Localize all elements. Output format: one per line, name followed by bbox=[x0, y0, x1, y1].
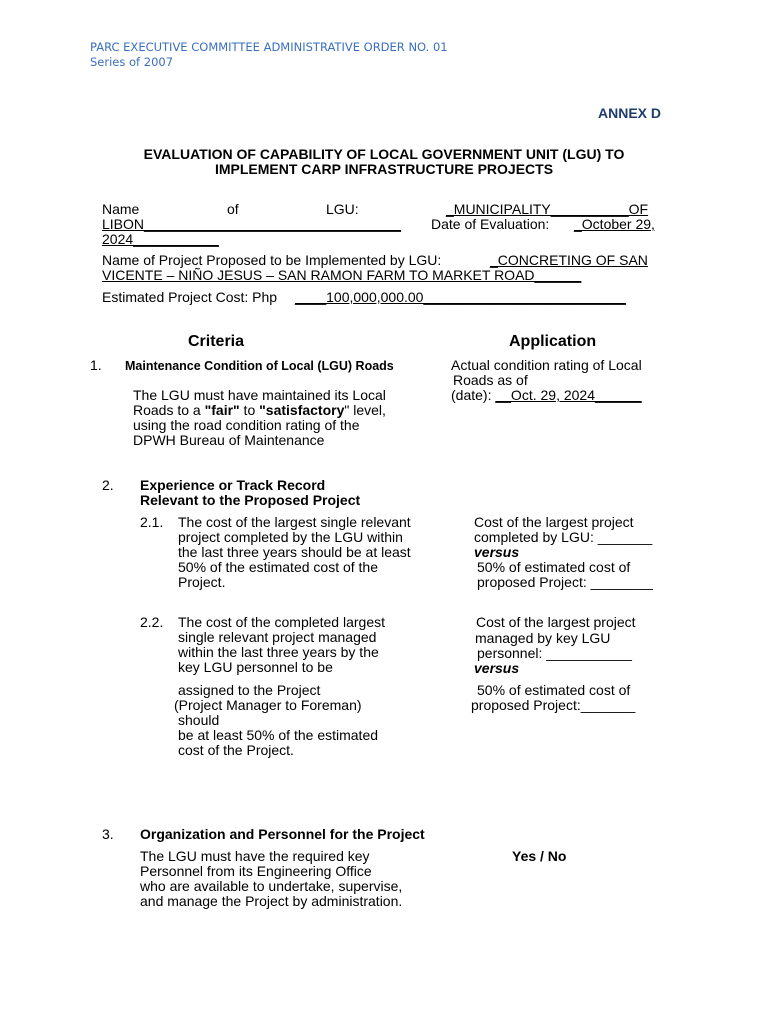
criterion-2-2-text-cont-3: should bbox=[178, 712, 220, 728]
criterion-2-2-text-cont-4: be at least 50% of the estimated bbox=[178, 727, 379, 743]
name-label-lgu: LGU: bbox=[326, 201, 359, 217]
project-name-value-line1: _CONCRETING OF SAN bbox=[490, 252, 648, 268]
criterion-2-2-versus: versus bbox=[474, 660, 520, 676]
criterion-2-2-text-cont-2: (Project Manager to Foreman) bbox=[174, 697, 362, 713]
name-label-of: of bbox=[227, 201, 239, 217]
document-header-series: Series of 2007 bbox=[90, 55, 174, 69]
criteria-column-heading: Criteria bbox=[188, 333, 245, 350]
document-title-line2: IMPLEMENT CARP INFRASTRUCTURE PROJECTS bbox=[214, 161, 554, 177]
date-of-evaluation-label: Date of Evaluation: bbox=[431, 216, 550, 232]
criterion-3-title: Organization and Personnel for the Project bbox=[140, 826, 425, 842]
criterion-3-yes-no: Yes / No bbox=[512, 848, 567, 864]
criterion-1-app-date: (date): __Oct. 29, 2024______ bbox=[451, 387, 642, 403]
project-name-label: Name of Project Proposed to be Implemented by LGU: bbox=[102, 252, 442, 268]
document-title-line1: EVALUATION OF CAPABILITY OF LOCAL GOVERNMENT UNIT (LGU) TO bbox=[143, 146, 625, 162]
criterion-2-2-text-cont-5: cost of the Project. bbox=[178, 742, 294, 758]
application-column-heading: Application bbox=[509, 333, 597, 350]
criterion-2-title-line2: Relevant to the Proposed Project bbox=[140, 492, 361, 508]
criterion-2-2-text-cont-1: assigned to the Project bbox=[178, 682, 321, 698]
name-label-name: Name bbox=[102, 201, 140, 217]
criterion-1-app-line2: Roads as of bbox=[453, 372, 528, 388]
criterion-1-desc-line4: DPWH Bureau of Maintenance bbox=[133, 432, 325, 448]
criterion-2-2-number: 2.2. bbox=[140, 614, 164, 630]
criterion-2-1-app-line3: 50% of estimated cost of bbox=[477, 559, 631, 575]
lgu-name-value-line2: LIBON_________________________________ bbox=[102, 216, 401, 232]
criterion-2-1-app-line1: Cost of the largest project bbox=[474, 514, 634, 530]
annex-label: ANNEX D bbox=[598, 105, 662, 121]
criterion-2-number: 2. bbox=[102, 477, 114, 493]
estimated-cost-label: Estimated Project Cost: Php bbox=[102, 289, 278, 305]
criterion-1-number: 1. bbox=[90, 357, 102, 373]
criterion-2-title-line1: Experience or Track Record bbox=[140, 477, 326, 493]
criterion-2-1-number: 2.1. bbox=[140, 514, 164, 530]
criterion-2-2-app-line1: Cost of the largest project bbox=[476, 614, 636, 630]
criterion-2-2-app-line4: 50% of estimated cost of bbox=[477, 682, 631, 698]
project-name-value-line2: VICENTE – NIÑO JESUS – SAN RAMON FARM TO MARKET ROAD______ bbox=[102, 267, 582, 283]
date-of-evaluation-value-line2: 2024___________ bbox=[102, 231, 219, 247]
criterion-2-1-app-line2: completed by LGU: _______ bbox=[474, 529, 653, 545]
criterion-1-desc-line1: The LGU must have maintained its Local bbox=[133, 387, 386, 403]
lgu-name-value-line1: _MUNICIPALITY__________OF bbox=[446, 201, 649, 217]
criterion-2-2-text: The cost of the completed largest single relevant project managed within the last three years by the key LGU personnel to be bbox=[178, 614, 385, 675]
criterion-2-2-app-line5: proposed Project:_______ bbox=[471, 697, 636, 713]
document-header-order: PARC EXECUTIVE COMMITTEE ADMINISTRATIVE ORDER NO. 01 bbox=[90, 40, 448, 54]
criterion-1-title: Maintenance Condition of Local (LGU) Roads bbox=[125, 359, 394, 373]
date-of-evaluation-value-line1: _October 29, bbox=[574, 216, 655, 232]
criterion-1-app-line1: Actual condition rating of Local bbox=[451, 357, 642, 373]
criterion-2-1-app-line4: proposed Project: ________ bbox=[477, 574, 653, 590]
criterion-2-1-text: The cost of the largest single relevant project completed by the LGU within the last three years should be at least 50% of the estimated cost of the Project. bbox=[178, 514, 411, 590]
criterion-1-desc-line2: Roads to a "fair" to "satisfactory" level, bbox=[133, 402, 386, 418]
criterion-2-2-app-line2: managed by key LGU bbox=[475, 630, 611, 646]
criterion-2-1-versus: versus bbox=[474, 544, 520, 560]
criterion-3-text: The LGU must have the required key Personnel from its Engineering Office who are available to undertake, supervise, and manage the Project by administration. bbox=[140, 848, 403, 909]
criterion-2-2-app-line3: personnel: ___________ bbox=[477, 645, 632, 661]
estimated-cost-value: ____100,000,000.00__________________________ bbox=[295, 289, 626, 305]
criterion-3-number: 3. bbox=[102, 826, 114, 842]
criterion-1-desc-line3: using the road condition rating of the bbox=[133, 417, 360, 433]
